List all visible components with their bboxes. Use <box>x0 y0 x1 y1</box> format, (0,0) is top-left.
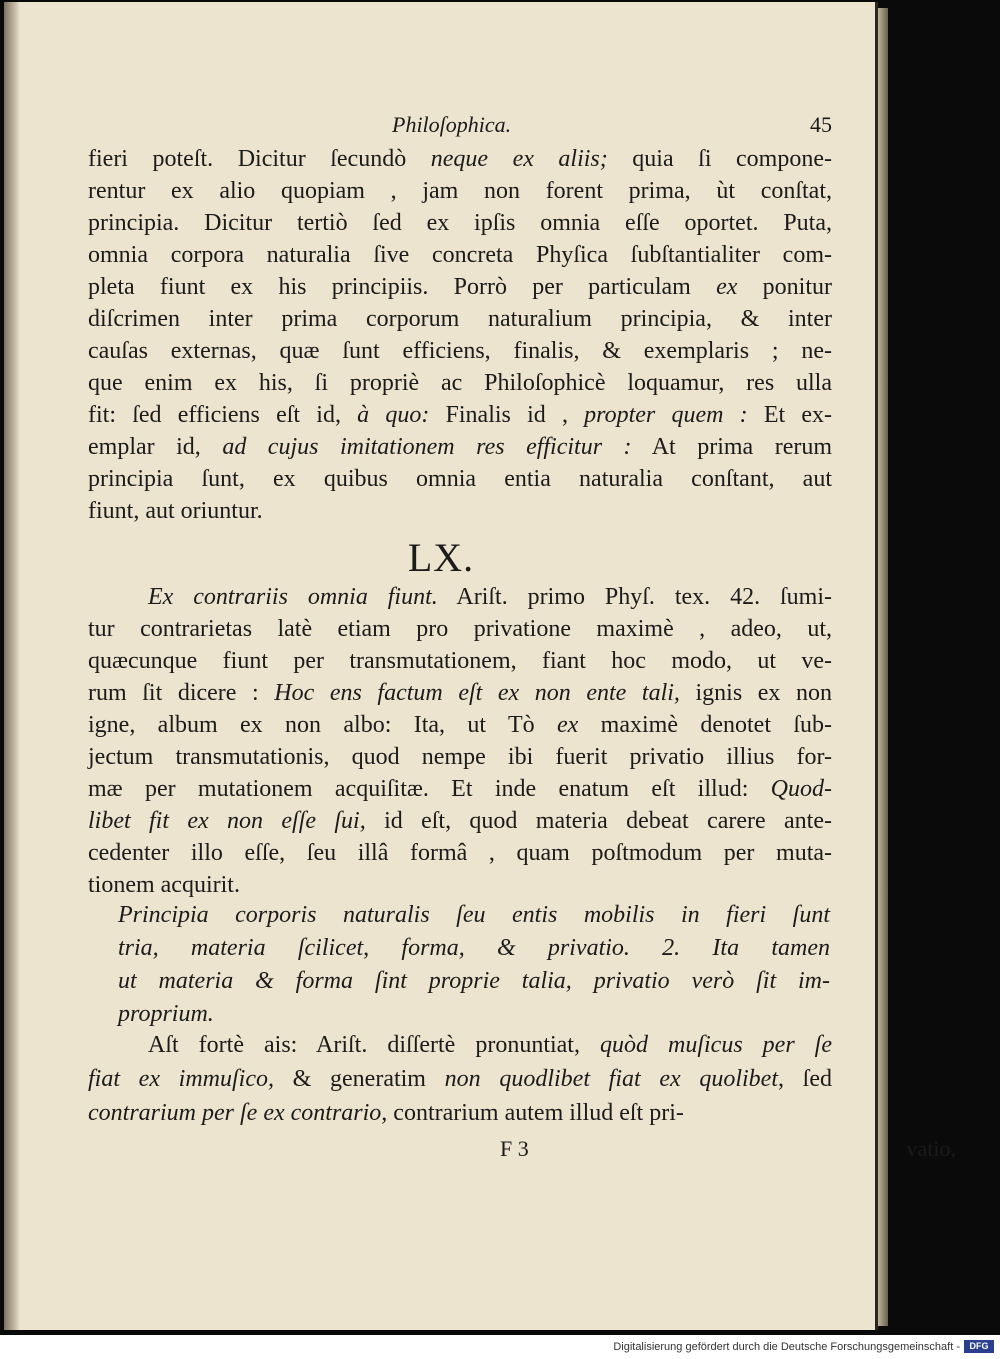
text-line <box>88 774 832 804</box>
catchword: vatio, <box>906 1136 956 1161</box>
text-run: igne, album ex non albo: Ita, ut Tò <box>88 712 558 738</box>
text-run: principia. Dicitur tertiò ſed ex ipſis omnia eſſe oportet. Puta, <box>88 210 832 236</box>
text-run: libet fit ex non eſſe ſui, <box>88 808 366 834</box>
text-run: pleta fiunt ex his principiis. Porrò per particulam <box>88 274 717 300</box>
text-run: proprium. <box>118 1001 214 1027</box>
text-line <box>88 432 832 462</box>
page-number: 45 <box>810 112 832 137</box>
text-line <box>88 144 832 174</box>
running-title: Philoſophica. <box>392 112 512 137</box>
text-run: ignis ex non <box>679 680 832 706</box>
running-head <box>88 112 832 144</box>
text-run: rentur ex alio quopiam , jam non forent prima, ùt conſtat, <box>88 178 832 204</box>
text-line <box>148 582 832 612</box>
text-run: rum ſit dicere : <box>88 680 275 706</box>
text-run: contrarium autem illud eſt pri- <box>387 1100 684 1126</box>
text-line <box>118 999 830 1029</box>
text-run: Ex contrariis omnia fiunt. <box>148 584 438 610</box>
text-line <box>88 208 832 238</box>
text-run: Quod- <box>770 776 832 802</box>
text-run: Finalis id , <box>429 402 585 428</box>
text-line <box>118 933 830 963</box>
page-edge <box>878 8 888 1326</box>
text-run: mæ per mutationem acquiſitæ. Et inde enatum eſt illud: <box>88 776 771 802</box>
text-run: quia ſi compone- <box>607 146 832 172</box>
text-line <box>88 336 832 366</box>
text-line <box>88 272 832 302</box>
text-run: Ariſt. primo Phyſ. tex. 42. ſumi- <box>437 584 832 610</box>
dfg-logo: DFG <box>964 1340 994 1353</box>
text-run: tria, materia ſcilicet, forma, & privatio. 2. Ita tamen <box>118 935 830 961</box>
page-binding-shadow <box>4 2 20 1330</box>
text-line <box>88 710 832 740</box>
text-run: emplar id, <box>88 434 223 460</box>
text-run: jectum transmutationis, quod nempe ibi fuerit privatio illius for- <box>88 744 832 770</box>
text-line <box>88 678 832 708</box>
text-run: maximè denotet ſub- <box>578 712 833 738</box>
text-run: que enim ex his, ſi propriè ac Philoſophicè loquamur, res ulla <box>88 370 832 396</box>
text-run: Principia corporis naturalis ſeu entis mobilis in fieri ſunt <box>118 902 830 928</box>
text-run: At prima rerum <box>631 434 833 460</box>
footer-bar <box>0 1335 1000 1359</box>
text-line <box>88 646 832 676</box>
text-run: Aſt fortè ais: Ariſt. diſſertè pronuntiat, <box>148 1032 600 1058</box>
text-line <box>118 900 830 930</box>
text-line <box>88 838 832 868</box>
text-run: principia ſunt, ex quibus omnia entia naturalia conſtant, aut <box>88 466 832 492</box>
text-run: diſcrimen inter prima corporum naturalium principia, & inter <box>88 306 832 332</box>
text-run: à quo: <box>357 402 430 428</box>
text-run: neque ex aliis; <box>430 146 608 172</box>
text-run: contrarium per ſe ex contrario, <box>88 1100 388 1126</box>
text-run: Et ex- <box>747 402 833 428</box>
text-run: fit: ſed efficiens eſt id, <box>88 402 358 428</box>
text-line <box>148 1030 832 1060</box>
text-run: quæcunque fiunt per transmutationem, fiant hoc modo, ut ve- <box>88 648 832 674</box>
signature-mark: F 3 <box>500 1136 529 1161</box>
text-run: omnia corpora naturalia ſive concreta Phyſica ſubſtantialiter com- <box>88 242 832 268</box>
text-line <box>88 742 832 772</box>
text-run: ex <box>716 274 738 300</box>
text-run: ex <box>557 712 579 738</box>
text-run: quòd muſicus per ſe <box>599 1032 832 1058</box>
text-line <box>118 966 830 996</box>
text-run: Hoc ens factum eſt ex non ente tali, <box>274 680 680 706</box>
text-line <box>88 1064 832 1094</box>
text-run: fiunt, aut oriuntur. <box>88 498 263 524</box>
text-run: cauſas externas, quæ ſunt efficiens, finalis, & exemplaris ; ne- <box>88 338 832 364</box>
text-line <box>88 496 832 526</box>
text-run: non quodlibet fiat ex quolibet <box>444 1066 778 1092</box>
text-line <box>88 464 832 494</box>
text-run: ut materia & forma ſint proprie talia, privatio verò ſit im- <box>118 968 830 994</box>
text-run: propter quem : <box>584 402 748 428</box>
text-run: cedenter illo eſſe, ſeu illâ formâ , quam poſtmodum per muta- <box>88 840 832 866</box>
text-line <box>88 614 832 644</box>
text-line <box>88 176 832 206</box>
text-line <box>88 400 832 430</box>
text-run: , ſed <box>778 1066 832 1092</box>
text-line <box>88 870 832 900</box>
text-line <box>88 368 832 398</box>
section-heading: LX. <box>407 535 475 580</box>
text-run: fieri poteſt. Dicitur ſecundò <box>88 146 431 172</box>
text-run: id eſt, quod materia debeat carere ante- <box>365 808 832 834</box>
text-line <box>88 806 832 836</box>
text-run: tur contrarietas latè etiam pro privatione maximè , adeo, ut, <box>88 616 832 642</box>
text-line <box>88 240 832 270</box>
text-run: ad cujus imitationem res efficitur : <box>222 434 632 460</box>
text-line <box>88 1098 832 1128</box>
text-run: fiat ex immuſico, <box>88 1066 274 1092</box>
text-line <box>88 304 832 334</box>
text-run: & generatim <box>274 1066 445 1092</box>
text-run: tionem acquirit. <box>88 872 240 898</box>
text-run: ponitur <box>737 274 832 300</box>
funding-credit: Digitalisierung gefördert durch die Deutsche Forschungsgemeinschaft - <box>613 1341 960 1353</box>
